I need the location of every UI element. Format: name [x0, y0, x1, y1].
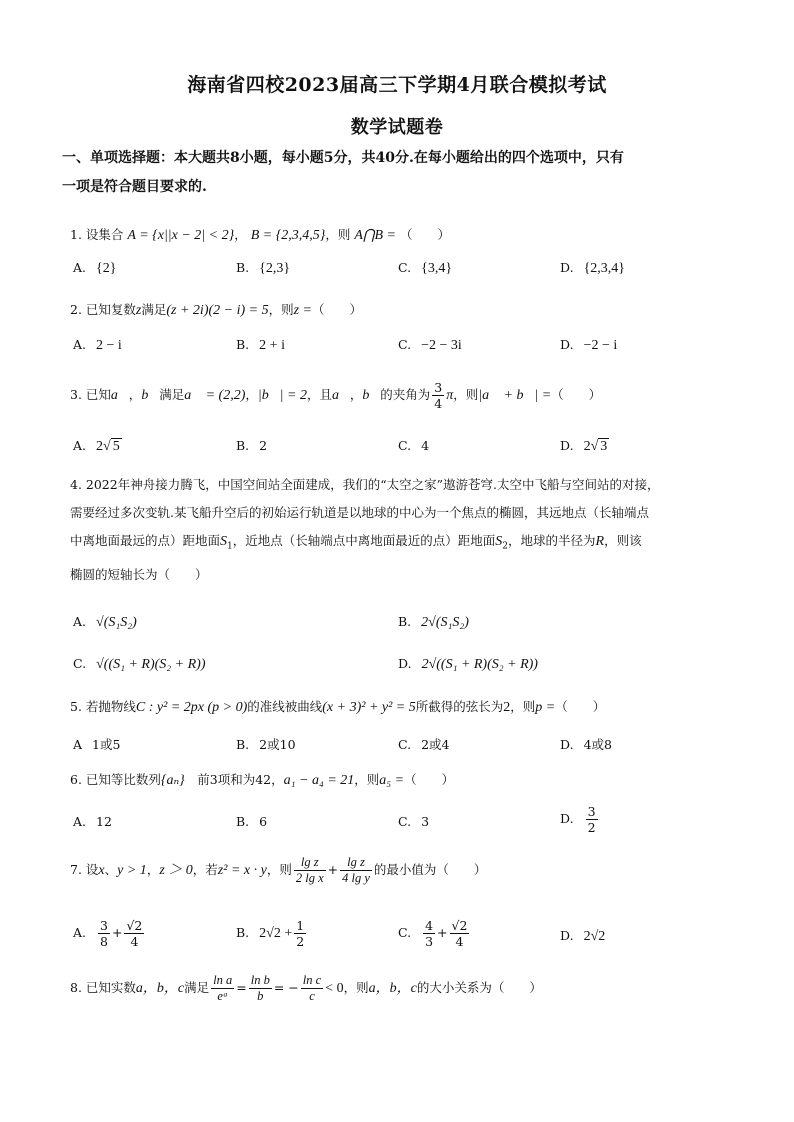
q1-ask: ，则 — [325, 227, 351, 242]
option-label: D. — [560, 337, 574, 352]
q1-set-b: B = {2,3,4,5} — [250, 228, 326, 243]
section-heading-line1: 一、单项选择题：本大题共8小题，每小题5分，共40分.在每小题给出的四个选项中，只有 — [62, 150, 624, 166]
q8-eq2: = − — [273, 980, 299, 995]
option-text: {2,3,4} — [583, 261, 626, 276]
option-label: A. — [73, 614, 87, 629]
option-label: A. — [73, 438, 87, 453]
q1-option-b[interactable] — [236, 260, 290, 277]
q3-angle: 的夹角为 — [380, 387, 431, 402]
question-8 — [70, 970, 730, 1007]
q4-s1-sub: 1 — [227, 541, 233, 552]
q5-ask: ，则 — [510, 699, 536, 714]
q3-vec-a: a⃗ — [331, 388, 350, 403]
q4-line2: 需要经过多次变轨.某飞船升空后的初始运行轨道是以地球的中心为一个焦点的椭圆，其远地点（长轴端点 — [70, 505, 649, 520]
option-text: 2或10 — [259, 737, 296, 752]
option-label: C. — [398, 737, 412, 752]
option-label: B. — [236, 337, 250, 352]
option-text: 4 — [421, 438, 430, 453]
option-text: 3 — [421, 814, 430, 829]
option-text: 2√(S₁S₂) — [421, 615, 469, 630]
q4-s2: S — [495, 534, 503, 549]
q4-option-b[interactable] — [398, 614, 469, 631]
fraction-numerator: ln c — [302, 973, 322, 987]
option-text: 1或5 — [92, 737, 121, 752]
q3-comma: ， — [128, 387, 142, 402]
option-label: C. — [73, 656, 87, 671]
fraction-numerator: √2 — [451, 918, 468, 933]
q5-option-a[interactable] — [73, 735, 120, 753]
q4-option-c[interactable] — [73, 656, 205, 673]
q6-expr: a₅ = — [379, 773, 405, 788]
fraction-numerator: 4 — [425, 918, 434, 933]
q2-ask: ，则 — [268, 302, 294, 317]
option-label: D. — [560, 260, 574, 275]
q7-cond1: y > 1 — [117, 863, 147, 878]
q3-option-d[interactable]: D. 2√ 3 — [560, 438, 608, 454]
q5-expr: p = — [535, 700, 556, 715]
option-fraction — [294, 918, 306, 949]
q7-fraction-2 — [340, 855, 372, 886]
q3-comma: ， — [349, 387, 363, 402]
option-label: B. — [236, 260, 250, 275]
q3-and: ，且 — [306, 387, 332, 402]
q2-mid: 满足 — [141, 302, 167, 317]
option-text: −2 − i — [583, 338, 618, 353]
fraction-numerator: ln a — [213, 973, 233, 987]
q7-option-a[interactable]: A. $\frac{3}{8}$ + $\frac{√2}{4}$ — [73, 918, 143, 949]
q4-option-a[interactable] — [73, 614, 137, 631]
question-5 — [70, 697, 730, 718]
q7-option-c[interactable]: C. $\frac{4}{3}$ + $\frac{√2}{4}$ — [398, 918, 468, 949]
q2-expr: z = — [293, 303, 313, 318]
fraction-denominator: 4 lg y — [342, 871, 370, 885]
section-heading — [62, 144, 742, 202]
q1-set-a: A = {x||x − 2| < 2} — [127, 228, 235, 243]
q2-option-b[interactable] — [236, 337, 285, 354]
option-text: {2} — [96, 261, 117, 276]
q4-r: R — [595, 534, 605, 549]
option-label: A. — [73, 337, 87, 352]
option-text: {2,3} — [259, 261, 291, 276]
option-coef: 2 — [583, 439, 591, 454]
q3-vec-b: b⃗ — [141, 388, 160, 403]
option-text: √(S₁S₂) — [96, 615, 137, 630]
q3-option-c[interactable] — [398, 438, 429, 453]
q3-vec-b: b⃗ — [362, 388, 381, 403]
q7-fraction-1 — [294, 855, 326, 886]
q4-s2-sub: 2 — [502, 541, 508, 552]
fraction-denominator: 3 — [425, 934, 434, 949]
q5-curve: (x + 3)² + y² = 5 — [322, 700, 416, 715]
q8-mid: 满足 — [184, 980, 210, 995]
option-text: −2 − 3i — [421, 338, 462, 353]
fraction-denominator: eᵃ — [217, 989, 228, 1003]
option-label: C. — [398, 814, 412, 829]
q5-option-d[interactable] — [560, 735, 612, 753]
q4-line4: 椭圆的短轴长为（ ） — [70, 566, 208, 582]
q4-line3a: 中离地面最远的点）距地面 — [70, 533, 221, 548]
option-text: {3,4} — [421, 261, 453, 276]
option-label: B. — [236, 925, 250, 940]
q4-line1: 4. 2022年神舟接力腾飞，中国空间站全面建成，我们的“太空之家”遨游苍穹.太空中飞船与空间站的对接， — [70, 477, 660, 492]
q1-option-c[interactable] — [398, 260, 452, 277]
option-text: 2或4 — [421, 737, 450, 752]
option-label: A. — [73, 814, 87, 829]
q3-ask: ，则 — [453, 387, 479, 402]
exam-title: 海南省四校2023届高三下学期4月联合模拟考试 — [187, 74, 607, 96]
q1-option-d[interactable] — [560, 260, 625, 277]
q8-fraction-3 — [301, 973, 323, 1004]
option-text: 2√((S₁ + R)(S₂ + R)) — [421, 657, 538, 672]
question-6 — [70, 770, 730, 791]
q3-vec-a: a⃗ — [110, 388, 129, 403]
fraction-denominator: 8 — [100, 934, 108, 949]
option-fraction — [423, 918, 435, 949]
q5-option-c[interactable] — [398, 735, 450, 753]
q7-eq: z² = x · y — [217, 863, 267, 878]
q2-prefix: 2. 已知复数 — [70, 302, 136, 317]
option-fraction — [450, 918, 470, 949]
option-fraction — [98, 918, 110, 949]
exam-subtitle: 数学试题卷 — [350, 117, 444, 138]
q3-answer-paren: （ ） — [551, 387, 602, 402]
option-label: C. — [398, 438, 412, 453]
option-text: 2 − i — [96, 338, 122, 353]
option-text: 4或8 — [583, 737, 612, 752]
option-label: B. — [398, 614, 412, 629]
fraction-denominator: 4 — [130, 934, 139, 949]
question-2 — [70, 300, 730, 321]
option-text: 2 + i — [259, 338, 285, 353]
fraction-denominator: 4 — [455, 934, 464, 949]
option-label: B. — [236, 814, 250, 829]
fraction-numerator: lg z — [340, 855, 372, 871]
q7-prefix: 7. 设 — [70, 862, 99, 877]
option-label: D. — [560, 438, 574, 453]
section-heading-line2: 一项是符合题目要求的. — [62, 179, 207, 195]
q4-line3d: ，则该 — [604, 533, 642, 548]
q3-comma: ， — [245, 387, 258, 402]
question-3 — [70, 380, 730, 411]
q2-option-a[interactable] — [73, 337, 122, 354]
question-4 — [70, 471, 730, 589]
fraction-denominator: c — [309, 989, 315, 1003]
q7-ask: ，则 — [266, 862, 292, 877]
q8-tail: 的大小关系为（ ） — [416, 980, 542, 995]
q8-vars2: a，b，c — [368, 981, 417, 996]
fraction-numerator: 3 — [434, 380, 443, 395]
fraction-numerator: 3 — [587, 804, 596, 819]
option-label: D. — [398, 656, 412, 671]
fraction-numerator: √2 — [126, 918, 143, 933]
q1-sep: ， — [234, 227, 247, 242]
fraction-numerator: 3 — [100, 918, 108, 933]
q1-expr: A⋂B = — [354, 228, 396, 243]
option-label: D. — [560, 928, 574, 943]
q2-var: z — [135, 303, 142, 318]
q3-angle-fraction — [432, 380, 444, 411]
option-fraction — [124, 918, 144, 949]
option-label: C. — [398, 337, 412, 352]
q4-s1: S — [220, 534, 228, 549]
q6-option-a[interactable] — [73, 814, 112, 829]
q8-ask: ，则 — [343, 980, 369, 995]
q5-mid2: 所截得的弦长为 — [415, 699, 504, 714]
option-label: B. — [236, 737, 250, 752]
q5-chord: 2 — [503, 700, 511, 715]
q7-option-b[interactable] — [236, 918, 308, 949]
q7-sep2: ， — [146, 862, 160, 877]
q2-answer-paren: （ ） — [312, 302, 363, 317]
q7-mid: ，若 — [192, 862, 218, 877]
q5-mid: 的准线被曲线 — [247, 699, 323, 714]
q7-tail: 的最小值为（ ） — [373, 862, 487, 877]
q3-pi: π — [446, 388, 454, 403]
q8-eq1: = — [236, 980, 247, 995]
q6-option-d[interactable] — [560, 804, 600, 835]
option-text: 6 — [259, 814, 268, 829]
q2-eq: (z + 2i)(2 − i) = 5 — [166, 303, 269, 318]
question-1 — [70, 225, 730, 246]
q6-answer-paren: （ ） — [404, 772, 455, 787]
q4-line3b: ，近地点（长轴端点中离地面最近的点）距地面 — [232, 533, 496, 548]
q3-option-b[interactable] — [236, 438, 267, 453]
fraction-denominator: b — [257, 989, 264, 1003]
fraction-denominator: 4 — [434, 396, 443, 411]
q7-x: x — [98, 863, 105, 878]
option-label: B. — [236, 438, 250, 453]
q5-parabola: C : y² = 2px (p > 0) — [135, 700, 248, 715]
option-label: C. — [398, 260, 412, 275]
q7-option-d[interactable] — [560, 928, 605, 945]
q7-cond2: z ＞ 0 — [159, 863, 193, 878]
option-label: C. — [398, 925, 412, 940]
q6-prefix: 6. 已知等比数列 — [70, 772, 161, 787]
q3-eq1: a⃗ = (2,2) — [184, 388, 246, 403]
q1-option-a[interactable] — [73, 260, 116, 277]
q3-mid: 满足 — [159, 387, 185, 402]
q3-prefix: 3. 已知 — [70, 387, 111, 402]
q7-sep: 、 — [104, 862, 118, 877]
q3-expr: |a⃗ + b⃗| = — [478, 388, 552, 403]
option-radicand: 3 — [600, 439, 608, 454]
option-fraction — [586, 804, 598, 835]
option-label: A — [73, 737, 83, 752]
q8-fraction-2 — [249, 973, 272, 1004]
fraction-denominator: 2 lg x — [295, 871, 324, 885]
q6-eq: a₁ − a₄ = 21 — [283, 773, 355, 788]
fraction-denominator: 2 — [296, 934, 305, 949]
q3-eq2: |b⃗| = 2 — [257, 388, 307, 403]
q6-ask: ，则 — [354, 772, 380, 787]
fraction-numerator: ln b — [250, 973, 270, 987]
q4-line3c: ，地球的半径为 — [508, 533, 596, 548]
option-text: √((S₁ + R)(S₂ + R)) — [96, 657, 206, 672]
option-text: 12 — [96, 814, 112, 829]
fraction-numerator: lg z — [294, 855, 326, 871]
option-text: 2√2 — [583, 929, 606, 944]
option-label: A. — [73, 925, 87, 940]
option-coef: 2 — [96, 439, 104, 454]
q1-answer-paren: （ ） — [399, 227, 450, 242]
option-text: 2 — [259, 438, 268, 453]
q8-prefix: 8. 已知实数 — [70, 980, 136, 995]
q5-option-b[interactable] — [236, 735, 296, 753]
q2-option-c[interactable] — [398, 337, 462, 354]
q4-line3 — [70, 527, 730, 561]
q6-option-c[interactable] — [398, 814, 429, 829]
q2-option-d[interactable] — [560, 337, 617, 354]
q6-option-b[interactable] — [236, 814, 267, 829]
question-7 — [70, 852, 730, 889]
q4-option-d[interactable] — [398, 656, 538, 673]
fraction-denominator: 2 — [587, 820, 596, 835]
fraction-numerator: 1 — [296, 918, 305, 933]
q5-prefix: 5. 若抛物线 — [70, 699, 136, 714]
option-lead: 2√2 + — [259, 926, 293, 941]
option-radicand: 5 — [112, 439, 120, 454]
q6-mid: 前3项和为42， — [184, 772, 284, 787]
q6-seq: {aₙ} — [160, 773, 185, 788]
option-label: D. — [560, 737, 574, 752]
q8-vars: a，b，c — [135, 981, 185, 996]
option-label: A. — [73, 260, 87, 275]
option-label: D. — [560, 811, 574, 826]
q8-fraction-1 — [211, 973, 234, 1004]
q1-prefix: 1. 设集合 — [70, 227, 124, 242]
q8-lt: < 0 — [325, 981, 344, 996]
q7-plus: + — [327, 862, 339, 877]
q5-answer-paren: （ ） — [555, 699, 606, 714]
q3-option-a[interactable]: A. 2√ 5 — [73, 438, 120, 454]
